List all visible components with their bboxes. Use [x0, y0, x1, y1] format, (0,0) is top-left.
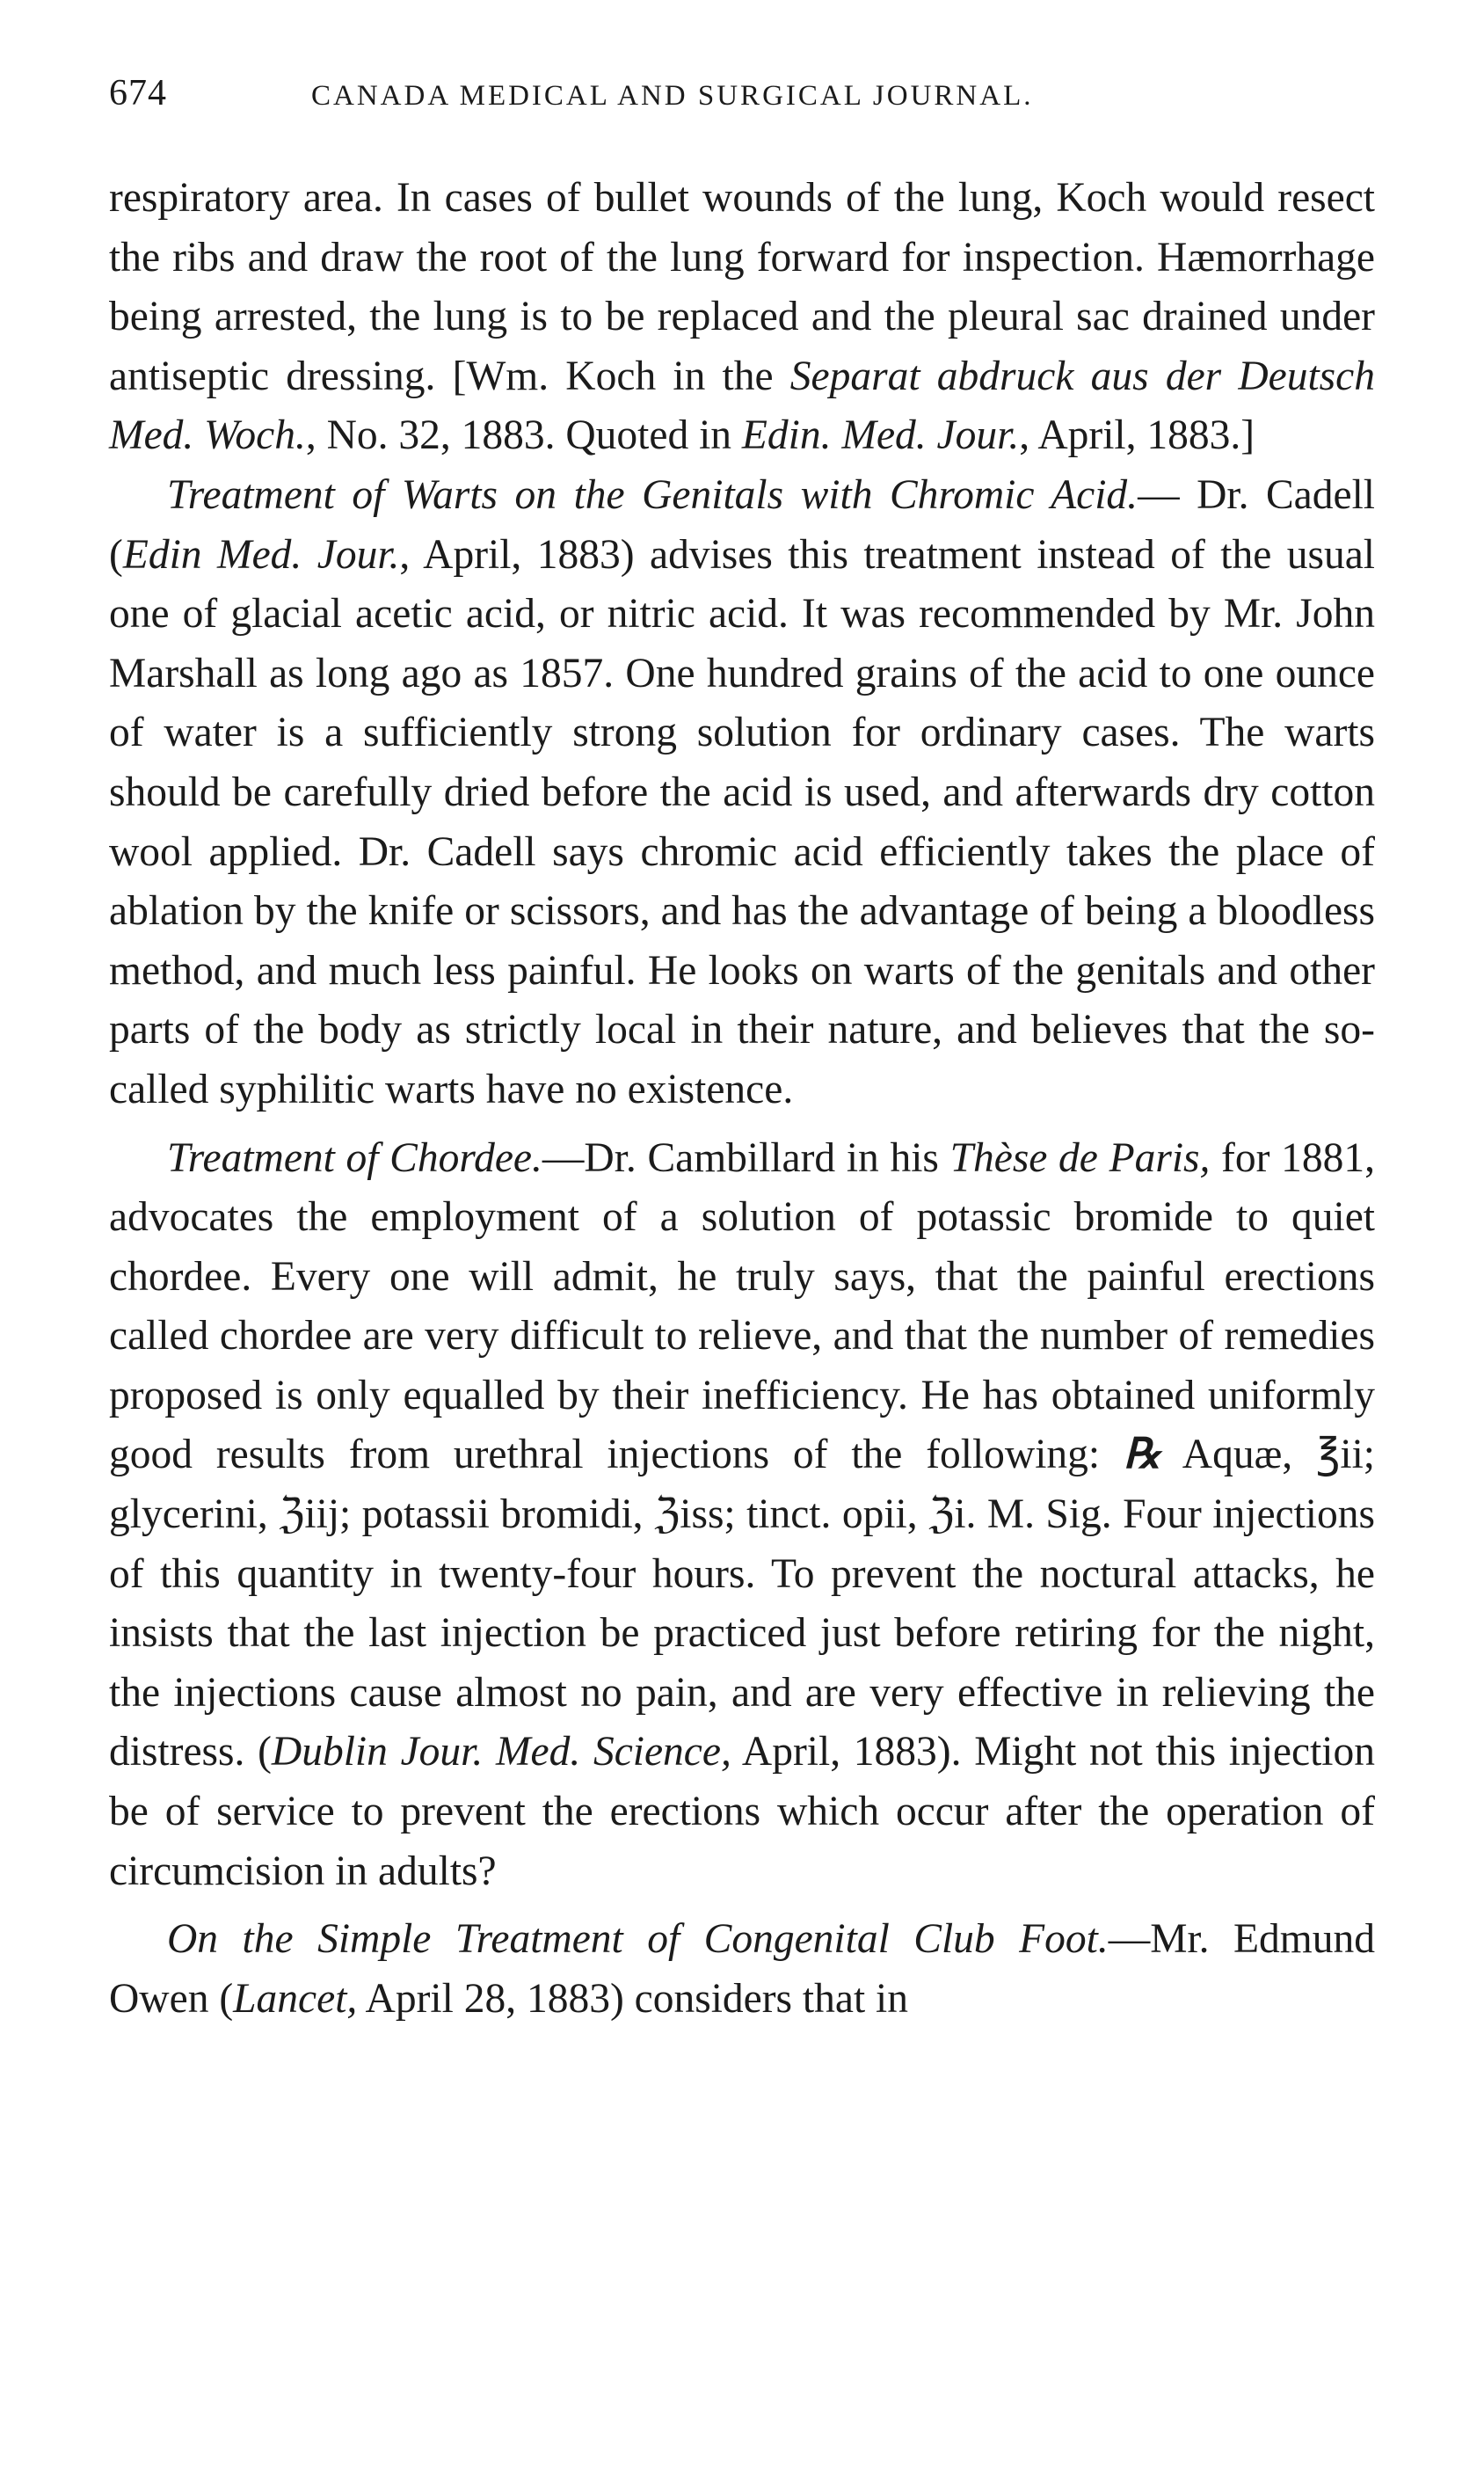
citation-italic: Lancet,	[233, 1975, 358, 2022]
citation-italic: Edin. Med. Jour.	[741, 412, 1020, 459]
text-run: April 28, 1883) considers that in	[357, 1975, 908, 2022]
text-run: —Dr. Cambillard in his	[542, 1134, 950, 1181]
journal-title: CANADA MEDICAL AND SURGICAL JOURNAL.	[311, 80, 1034, 112]
paragraph-koch-lung	[109, 169, 1375, 466]
running-head	[109, 72, 1375, 153]
journal-page	[109, 72, 1375, 2029]
text-run: —Mr. Edmund Owen (	[109, 1916, 1375, 2022]
recipe-symbol: ℞	[1123, 1432, 1161, 1478]
citation-italic: Dublin Jour. Med. Science,	[271, 1729, 731, 1775]
text-run: for 1881, advocates the employment of a solution of potassic bromide to quiet chordee. Every one will admit, he truly says, that the painful erections called chordee are very difficult to relieve, and that the number of remedies proposed is only equalled by their inefficiency. He has obtained uniformly good results from urethral injections of the following:	[109, 1134, 1375, 1478]
text-run: , April, 1883.]	[1019, 412, 1255, 459]
citation-italic: Separat abdruck aus der Deutsch Med. Woch.	[109, 353, 1375, 459]
article-body	[109, 169, 1375, 2029]
text-run: , No. 32, 1883. Quoted in	[305, 412, 742, 459]
paragraph-chordee	[109, 1129, 1375, 1902]
text-run: respiratory area. In cases of bullet wounds of the lung, Koch would resect the ribs and draw the root of the lung forward for inspection. Hæmorrhage being arrested, the lung is to be replaced and the pleural sac drained under antiseptic dressing. [Wm. Koch in the	[109, 175, 1375, 399]
section-heading: Treatment of Warts on the Genitals with Chromic Acid.	[167, 471, 1138, 518]
paragraph-warts-chromic-acid	[109, 466, 1375, 1120]
paragraph-club-foot	[109, 1910, 1375, 2029]
page-number: 674	[109, 73, 167, 113]
text-run: — Dr. Cadell (	[109, 471, 1375, 578]
section-heading: On the Simple Treatment of Congenital Club Foot.	[167, 1916, 1109, 1963]
text-run: Aquæ, ℥ii; glycerini, ℨiij; potassii bromidi, ℨiss; tinct. opii, ℨi. M. Sig. Four injections of this quantity in twenty-four hours. To prevent the noctural attacks, he insists that the last injection be practiced just before retiring for the night, the injections cause almost no pain, and are very effective in relieving the distress. (	[109, 1432, 1375, 1775]
citation-italic: Edin Med. Jour.	[122, 531, 400, 578]
citation-italic: Thèse de Paris,	[949, 1134, 1211, 1181]
text-run: , April, 1883) advises this treatment instead of the usual one of glacial acetic acid, or nitric acid. It was recommended by Mr. John Marshall as long ago as 1857. One hundred grains of the acid to one ounce of water is a sufficiently strong solution for ordinary cases. The warts should be carefully dried before the acid is used, and afterwards dry cotton wool applied. Dr. Cadell says chromic acid efficiently takes the place of ablation by the knife or scissors, and has the advantage of being a bloodless method, and much less painful. He looks on warts of the genitals and other parts of the body as strictly local in their nature, and believes that the so-called syphilitic warts have no existence.	[109, 531, 1375, 1112]
section-heading: Treatment of Chordee.	[167, 1134, 542, 1181]
text-run: April, 1883). Might not this injection be of service to prevent the erections which occur after the operation of circumcision in adults?	[109, 1729, 1375, 1894]
